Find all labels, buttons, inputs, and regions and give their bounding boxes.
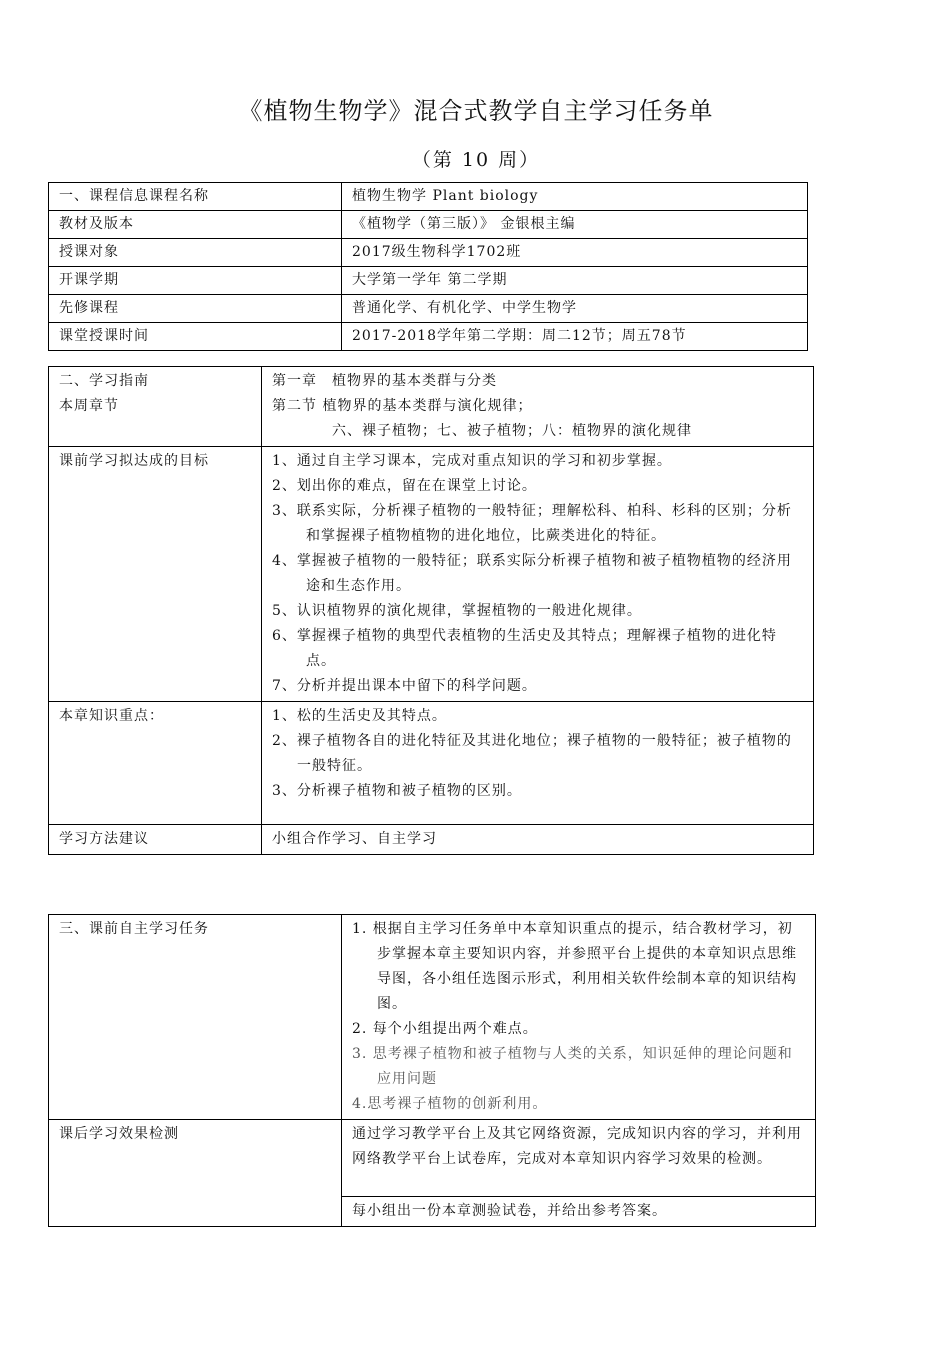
goals-label: 课前学习拟达成的目标 [49,447,262,702]
method-label: 学习方法建议 [49,825,262,855]
table-row [49,323,808,351]
table-row [49,267,808,295]
semester-label: 开课学期 [49,267,342,295]
chapter-line: 第二节 植物界的基本类群与演化规律； [272,398,533,414]
table-row [49,702,814,825]
chapter-line: 六、裸子植物；七、被子植物；八：植物界的演化规律 [332,423,692,439]
guide-label: 二、学习指南 [59,373,149,389]
table-row [49,211,808,239]
learning-guide-table [48,366,814,855]
goal-item: 4、掌握被子植物的一般特征；联系实际分析裸子植物和被子植物植物的经济用途和生态作用。 [272,553,792,594]
task-item: 2. 每个小组提出两个难点。 [352,1021,538,1037]
table-row [49,915,816,1120]
tasks-label: 三、课前自主学习任务 [49,915,342,1120]
class-time-label: 课堂授课时间 [49,323,342,351]
keypoint-item: 2、裸子植物各自的进化特征及其进化地位；裸子植物的一般特征；被子植物的一般特征。 [272,733,792,774]
keypoint-item: 3、分析裸子植物和被子植物的区别。 [272,783,522,799]
task-item: 4.思考裸子植物的创新利用。 [352,1096,548,1112]
page-title: 《植物生物学》混合式教学自主学习任务单 [238,97,714,125]
goal-item: 1、通过自主学习课本，完成对重点知识的学习和初步掌握。 [272,453,672,469]
chapter-label: 本周章节 [59,398,119,414]
course-info-table [48,182,808,351]
task-item: 3. 思考裸子植物和被子植物与人类的关系，知识延伸的理论问题和应用问题 [352,1046,793,1087]
goal-item: 6、掌握裸子植物的典型代表植物的生活史及其特点；理解裸子植物的进化特点。 [272,628,777,669]
prerequisite-value: 普通化学、有机化学、中学生物学 [342,295,808,323]
keypoint-item: 1、松的生活史及其特点。 [272,708,447,724]
goal-item: 2、划出你的难点，留在在课堂上讨论。 [272,478,537,494]
table-row [49,1120,816,1197]
textbook-value: 《植物学（第三版）》 金银根主编 [342,211,808,239]
chapter-line: 第一章 植物界的基本类群与分类 [272,373,497,389]
goal-item: 5、认识植物界的演化规律，掌握植物的一般进化规律。 [272,603,642,619]
method-value: 小组合作学习、自主学习 [262,825,814,855]
goal-item: 3、联系实际，分析裸子植物的一般特征；理解松科、柏科、杉科的区别；分析和掌握裸子植物植物的进化地位，比蕨类进化的特征。 [272,503,792,544]
check-label: 课后学习效果检测 [49,1120,342,1227]
table-row [49,295,808,323]
check-value: 通过学习教学平台上及其它网络资源，完成知识内容的学习，并利用网络教学平台上试卷库，完成对本章知识内容学习效果的检测。 [342,1120,816,1197]
audience-value: 2017级生物科学1702班 [342,239,808,267]
class-time-value: 2017-2018学年第二学期：周二12节；周五78节 [342,323,808,351]
keypoints-label: 本章知识重点： [49,702,262,825]
check-value-extra: 每小组出一份本章测验试卷，并给出参考答案。 [342,1197,816,1227]
course-name-value: 植物生物学 Plant biology [342,183,808,211]
prerequisite-label: 先修课程 [49,295,342,323]
course-name-label: 一、课程信息课程名称 [49,183,342,211]
table-row [49,367,814,447]
audience-label: 授课对象 [49,239,342,267]
goal-item: 7、分析并提出课本中留下的科学问题。 [272,678,537,694]
pre-class-task-table [48,914,816,1227]
textbook-label: 教材及版本 [49,211,342,239]
table-row [49,447,814,702]
week-label: （第 10 周） [411,149,541,171]
table-row [49,239,808,267]
semester-value: 大学第一学年 第二学期 [342,267,808,295]
table-row [49,825,814,855]
table-row [49,183,808,211]
task-item: 1. 根据自主学习任务单中本章知识重点的提示，结合教材学习，初步掌握本章主要知识内容，并参照平台上提供的本章知识点思维导图，各小组任选图示形式，利用相关软件绘制本章的知识结构图。 [352,921,797,1012]
